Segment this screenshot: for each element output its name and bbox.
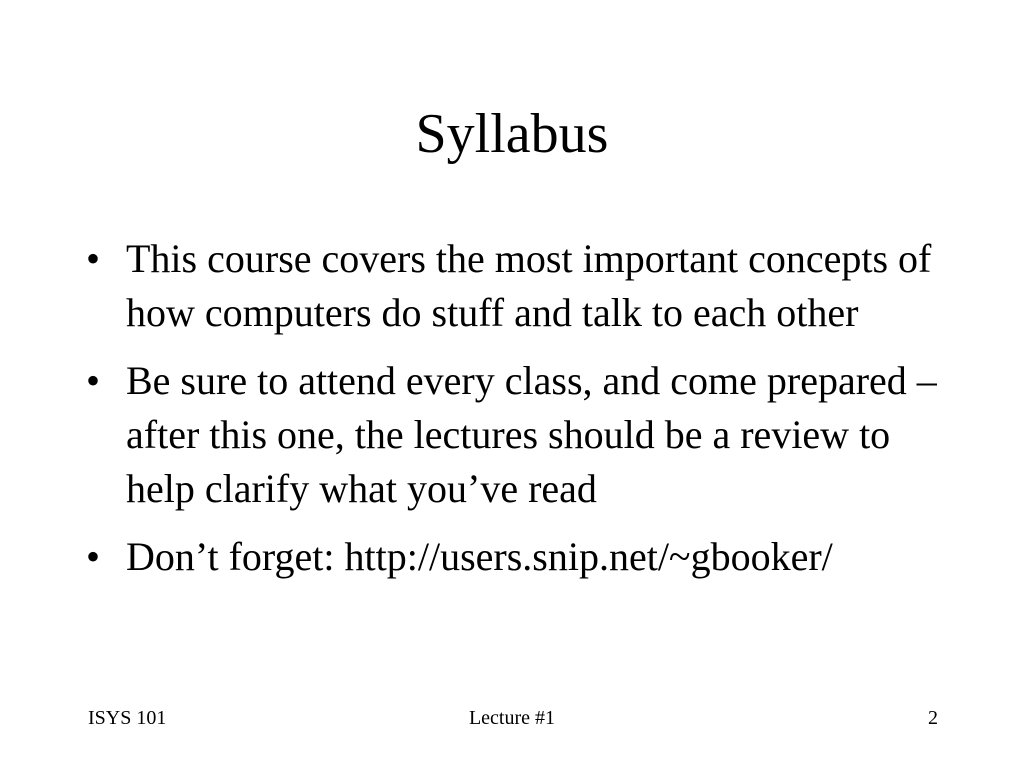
footer-page-number: 2 — [928, 707, 938, 729]
bullet-text: Don’t forget: http://users.snip.net/~gbooker/ — [126, 534, 833, 579]
bullet-marker: • — [86, 236, 101, 281]
bullet-list — [86, 232, 966, 598]
footer-course: ISYS 101 — [88, 707, 167, 729]
slide-title: Syllabus — [415, 103, 609, 165]
bullet-text: This course covers the most important concepts of how computers do stuff and talk to each other — [126, 236, 932, 335]
footer-lecture: Lecture #1 — [468, 707, 556, 729]
bullet-item — [86, 232, 966, 340]
bullet-item — [86, 354, 966, 516]
bullet-item — [86, 530, 966, 584]
bullet-marker: • — [86, 358, 101, 403]
bullet-marker: • — [86, 534, 101, 579]
bullet-text: Be sure to attend every class, and come prepared – after this one, the lectures should be a review to help clarify what you’ve read — [126, 358, 937, 511]
